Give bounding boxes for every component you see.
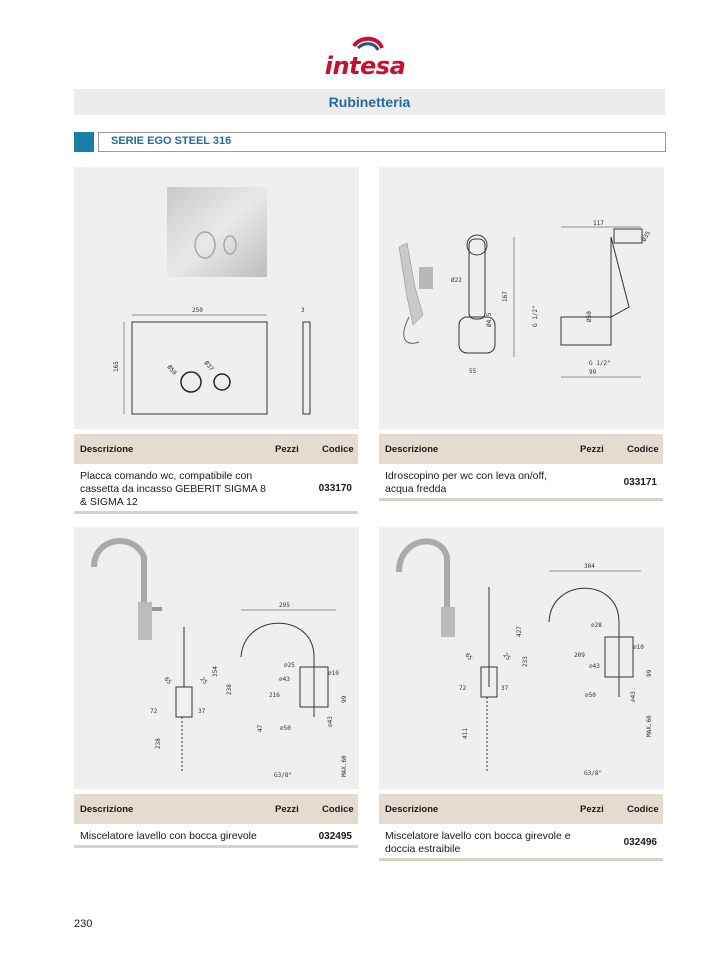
dim-label: ∅10 — [633, 644, 644, 651]
header-description: Descrizione — [80, 804, 134, 815]
dim-label: 209 — [574, 652, 585, 659]
dim-label: ∅43 — [589, 663, 600, 670]
dim-label: 295 — [279, 602, 290, 609]
dim-label: Ø50 — [165, 363, 178, 377]
dim-label: G 1/2" — [589, 360, 611, 367]
product-table-033171 — [379, 434, 663, 501]
header-code: Codice — [627, 444, 659, 455]
dim-label: 3 — [301, 307, 305, 314]
table-row — [74, 824, 358, 848]
dim-label: 354 — [212, 666, 219, 677]
product-code: 033171 — [623, 477, 657, 488]
table-row — [74, 464, 358, 514]
dim-label: 25 — [198, 675, 209, 686]
product-code: 033170 — [318, 483, 352, 494]
header-code: Codice — [322, 444, 354, 455]
product-table-032496 — [379, 794, 663, 861]
dim-label: 216 — [269, 692, 280, 699]
table-row — [379, 464, 663, 501]
product-image-033171 — [379, 167, 664, 429]
page-number: 230 — [74, 918, 93, 930]
dim-label: 47 — [257, 724, 264, 732]
dim-label: ∅43 — [327, 716, 334, 727]
product-description: Miscelatore lavello con bocca girevole e doccia estraibile — [385, 830, 571, 855]
dim-label: MAX.60 — [646, 715, 653, 737]
header-description: Descrizione — [385, 444, 439, 455]
dim-label: 99 — [589, 369, 597, 376]
product-table-033170 — [74, 434, 358, 514]
dim-label: 304 — [584, 563, 595, 570]
dim-label: G 1/2" — [532, 305, 539, 327]
product-description: Placca comando wc, compatibile con cassetta da incasso GEBERIT SIGMA 8 & SIGMA 12 — [80, 470, 266, 508]
header-description: Descrizione — [385, 804, 439, 815]
dim-label: Ø50 — [586, 311, 593, 322]
dim-label: ∅28 — [591, 622, 602, 629]
dim-label: ∅25 — [284, 662, 295, 669]
dim-label: MAX.60 — [341, 755, 348, 777]
header-description: Descrizione — [80, 444, 134, 455]
dim-label: 65 — [463, 651, 474, 662]
dim-label: 55 — [469, 368, 477, 375]
header-pieces: Pezzi — [580, 444, 604, 455]
dim-label: ∅50 — [280, 725, 291, 732]
product-image-033170 — [74, 167, 359, 429]
dim-label: 238 — [155, 738, 162, 749]
header-code: Codice — [627, 804, 659, 815]
dim-label: 37 — [198, 708, 206, 715]
product-table-032495 — [74, 794, 358, 848]
header-pieces: Pezzi — [275, 804, 299, 815]
dim-label: 99 — [341, 695, 348, 703]
table-header — [379, 434, 663, 464]
section-label: SERIE EGO STEEL 316 — [111, 135, 232, 147]
page-title: Rubinetteria — [74, 89, 665, 115]
dim-label: Ø4,5 — [486, 312, 493, 327]
dim-label: 233 — [522, 656, 529, 667]
product-description: Miscelatore lavello con bocca girevole — [80, 830, 257, 842]
dim-label: 238 — [226, 684, 233, 695]
section-header — [98, 132, 666, 152]
dim-label: 72 — [459, 685, 467, 692]
dim-label: 427 — [516, 626, 523, 637]
dim-label: 65 — [162, 675, 173, 686]
dim-label: G3/8" — [584, 770, 603, 777]
section-marker — [74, 132, 94, 152]
dim-label: ∅43 — [630, 691, 637, 702]
header-pieces: Pezzi — [275, 444, 299, 455]
dim-label: 250 — [192, 307, 203, 314]
product-image-032495 — [74, 527, 359, 789]
table-header — [379, 794, 663, 824]
product-code: 032495 — [318, 831, 352, 842]
dim-label: G3/8" — [274, 772, 293, 779]
dim-label: ∅43 — [279, 676, 290, 683]
product-code: 032496 — [623, 837, 657, 848]
dim-label: 25 — [501, 651, 512, 662]
table-header — [74, 794, 358, 824]
dim-label: 72 — [150, 708, 158, 715]
dim-label: 165 — [113, 361, 120, 372]
dim-label: 167 — [502, 291, 509, 302]
product-description: Idroscopino per wc con leva on/off, acqua fredda — [385, 470, 548, 495]
dim-label: Ø37 — [202, 359, 215, 373]
brand-logo — [320, 36, 410, 80]
dim-label: 99 — [646, 669, 653, 677]
table-header — [74, 434, 358, 464]
dim-label: ∅50 — [585, 692, 596, 699]
product-image-032496 — [379, 527, 664, 789]
dim-label: Ø35 — [640, 230, 653, 243]
brand-name: intesa — [324, 52, 406, 80]
dim-label: 37 — [501, 685, 509, 692]
header-pieces: Pezzi — [580, 804, 604, 815]
table-row — [379, 824, 663, 861]
dim-label: 117 — [593, 220, 604, 227]
dim-label: ∅10 — [328, 670, 339, 677]
dim-label: 411 — [462, 728, 469, 739]
dim-label: Ø22 — [451, 277, 462, 284]
header-code: Codice — [322, 804, 354, 815]
